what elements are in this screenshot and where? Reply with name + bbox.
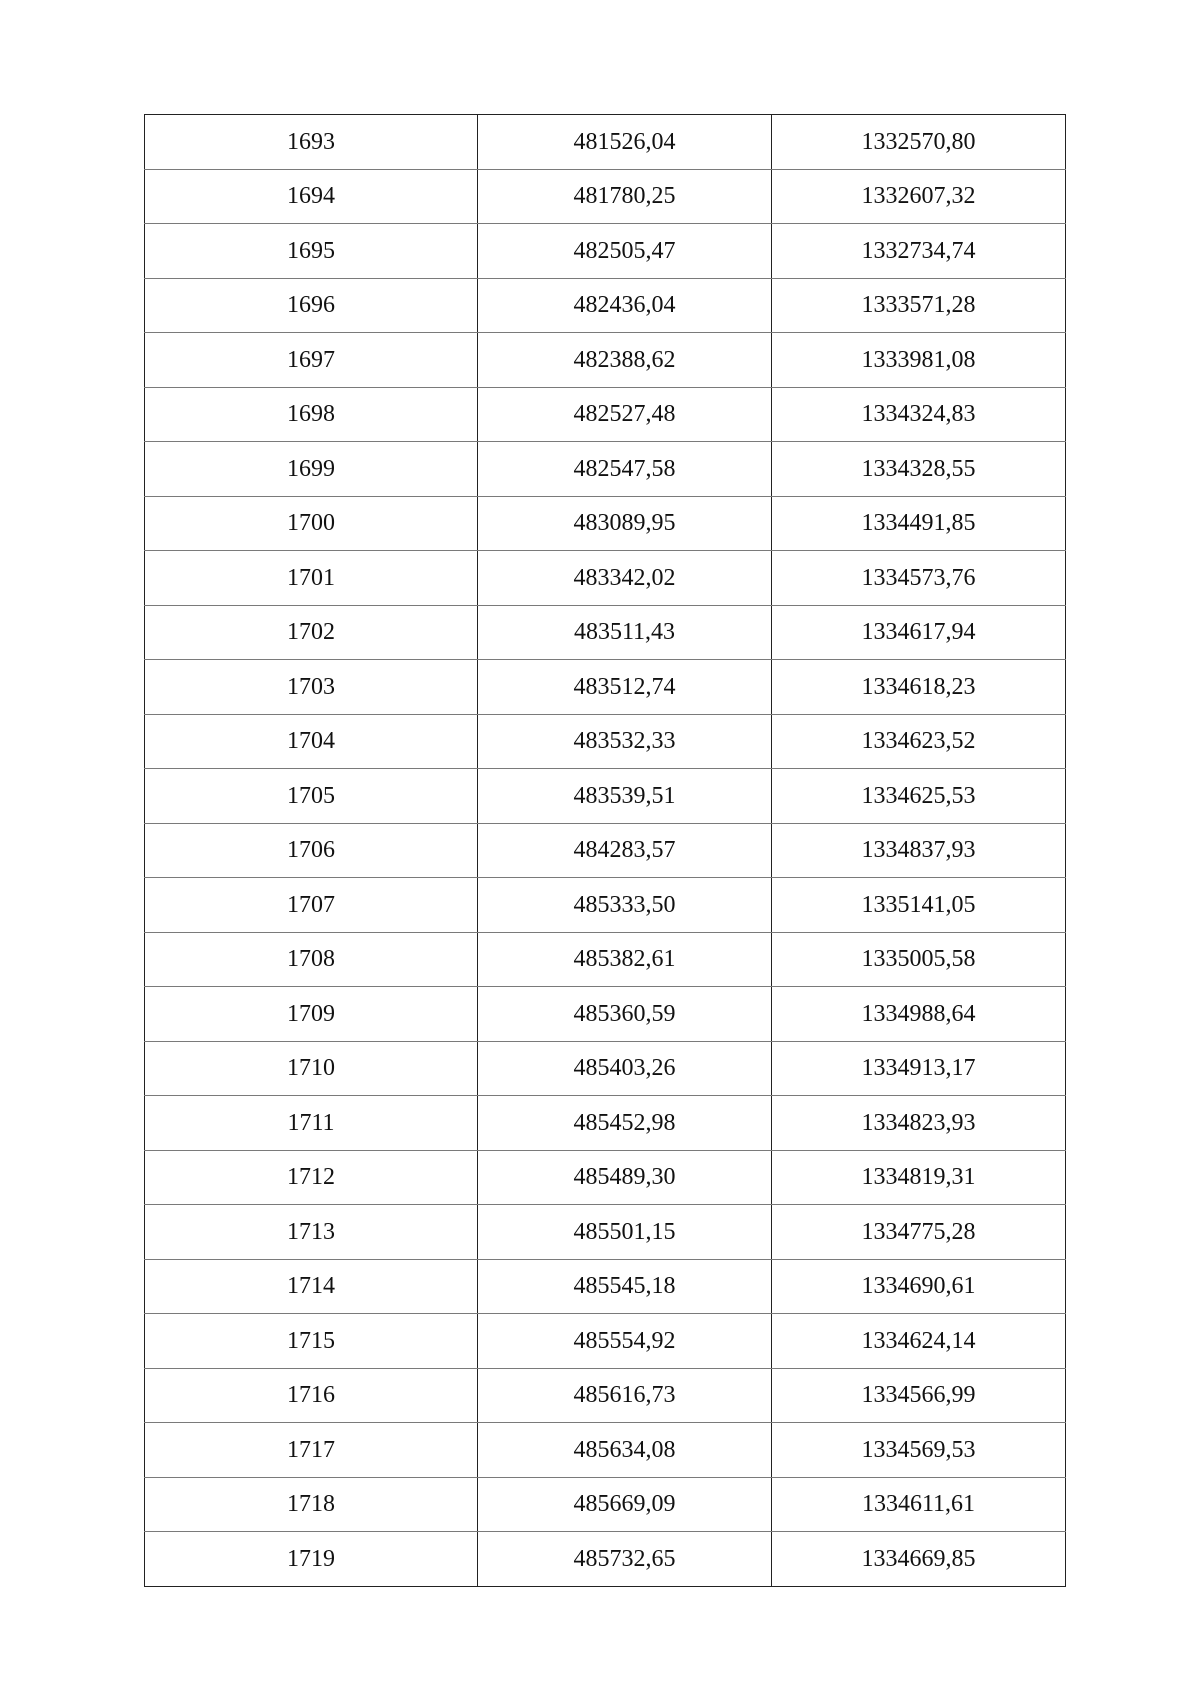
point-number-cell: 1705 <box>145 769 478 824</box>
table-row <box>145 1314 1066 1369</box>
table-row <box>145 878 1066 933</box>
table-row <box>145 387 1066 442</box>
point-number-cell: 1708 <box>145 932 478 987</box>
x-coordinate-cell: 485616,73 <box>478 1368 772 1423</box>
point-number-cell: 1703 <box>145 660 478 715</box>
point-number-cell: 1695 <box>145 224 478 279</box>
point-number-cell: 1698 <box>145 387 478 442</box>
y-coordinate-cell: 1333571,28 <box>772 278 1066 333</box>
point-number-cell: 1713 <box>145 1205 478 1260</box>
point-number-cell: 1719 <box>145 1532 478 1587</box>
y-coordinate-cell: 1334573,76 <box>772 551 1066 606</box>
x-coordinate-cell: 482547,58 <box>478 442 772 497</box>
table-row <box>145 551 1066 606</box>
x-coordinate-cell: 483342,02 <box>478 551 772 606</box>
point-number-cell: 1709 <box>145 987 478 1042</box>
coordinates-table <box>144 114 1066 1587</box>
table-row <box>145 1041 1066 1096</box>
x-coordinate-cell: 484283,57 <box>478 823 772 878</box>
table-row <box>145 660 1066 715</box>
x-coordinate-cell: 481526,04 <box>478 115 772 170</box>
point-number-cell: 1700 <box>145 496 478 551</box>
point-number-cell: 1701 <box>145 551 478 606</box>
coordinates-table-body <box>145 115 1066 1587</box>
table-row <box>145 605 1066 660</box>
y-coordinate-cell: 1334690,61 <box>772 1259 1066 1314</box>
x-coordinate-cell: 482505,47 <box>478 224 772 279</box>
y-coordinate-cell: 1334491,85 <box>772 496 1066 551</box>
y-coordinate-cell: 1333981,08 <box>772 333 1066 388</box>
y-coordinate-cell: 1334569,53 <box>772 1423 1066 1478</box>
point-number-cell: 1707 <box>145 878 478 933</box>
table-row <box>145 1423 1066 1478</box>
point-number-cell: 1693 <box>145 115 478 170</box>
table-row <box>145 442 1066 497</box>
y-coordinate-cell: 1334823,93 <box>772 1096 1066 1151</box>
point-number-cell: 1697 <box>145 333 478 388</box>
table-row <box>145 1150 1066 1205</box>
x-coordinate-cell: 485732,65 <box>478 1532 772 1587</box>
y-coordinate-cell: 1334617,94 <box>772 605 1066 660</box>
y-coordinate-cell: 1334624,14 <box>772 1314 1066 1369</box>
x-coordinate-cell: 485403,26 <box>478 1041 772 1096</box>
y-coordinate-cell: 1334913,17 <box>772 1041 1066 1096</box>
x-coordinate-cell: 483089,95 <box>478 496 772 551</box>
x-coordinate-cell: 485634,08 <box>478 1423 772 1478</box>
point-number-cell: 1716 <box>145 1368 478 1423</box>
y-coordinate-cell: 1334819,31 <box>772 1150 1066 1205</box>
y-coordinate-cell: 1334328,55 <box>772 442 1066 497</box>
table-row <box>145 1205 1066 1260</box>
table-row <box>145 169 1066 224</box>
table-row <box>145 333 1066 388</box>
table-row <box>145 769 1066 824</box>
table-row <box>145 1368 1066 1423</box>
x-coordinate-cell: 485452,98 <box>478 1096 772 1151</box>
point-number-cell: 1702 <box>145 605 478 660</box>
table-row <box>145 224 1066 279</box>
x-coordinate-cell: 485554,92 <box>478 1314 772 1369</box>
x-coordinate-cell: 485489,30 <box>478 1150 772 1205</box>
y-coordinate-cell: 1334623,52 <box>772 714 1066 769</box>
y-coordinate-cell: 1332734,74 <box>772 224 1066 279</box>
point-number-cell: 1704 <box>145 714 478 769</box>
y-coordinate-cell: 1332607,32 <box>772 169 1066 224</box>
y-coordinate-cell: 1335141,05 <box>772 878 1066 933</box>
table-row <box>145 1259 1066 1314</box>
point-number-cell: 1715 <box>145 1314 478 1369</box>
point-number-cell: 1696 <box>145 278 478 333</box>
y-coordinate-cell: 1334837,93 <box>772 823 1066 878</box>
point-number-cell: 1711 <box>145 1096 478 1151</box>
x-coordinate-cell: 483511,43 <box>478 605 772 660</box>
point-number-cell: 1710 <box>145 1041 478 1096</box>
y-coordinate-cell: 1334566,99 <box>772 1368 1066 1423</box>
x-coordinate-cell: 485382,61 <box>478 932 772 987</box>
point-number-cell: 1712 <box>145 1150 478 1205</box>
table-row <box>145 932 1066 987</box>
point-number-cell: 1694 <box>145 169 478 224</box>
y-coordinate-cell: 1334988,64 <box>772 987 1066 1042</box>
point-number-cell: 1714 <box>145 1259 478 1314</box>
x-coordinate-cell: 482527,48 <box>478 387 772 442</box>
table-row <box>145 823 1066 878</box>
x-coordinate-cell: 485501,15 <box>478 1205 772 1260</box>
y-coordinate-cell: 1334324,83 <box>772 387 1066 442</box>
x-coordinate-cell: 483539,51 <box>478 769 772 824</box>
table-row <box>145 987 1066 1042</box>
point-number-cell: 1699 <box>145 442 478 497</box>
x-coordinate-cell: 482388,62 <box>478 333 772 388</box>
x-coordinate-cell: 485333,50 <box>478 878 772 933</box>
x-coordinate-cell: 482436,04 <box>478 278 772 333</box>
table-row <box>145 115 1066 170</box>
y-coordinate-cell: 1334669,85 <box>772 1532 1066 1587</box>
x-coordinate-cell: 485545,18 <box>478 1259 772 1314</box>
table-row <box>145 1477 1066 1532</box>
table-row <box>145 1532 1066 1587</box>
table-row <box>145 278 1066 333</box>
x-coordinate-cell: 485669,09 <box>478 1477 772 1532</box>
table-row <box>145 714 1066 769</box>
y-coordinate-cell: 1334618,23 <box>772 660 1066 715</box>
x-coordinate-cell: 483512,74 <box>478 660 772 715</box>
x-coordinate-cell: 481780,25 <box>478 169 772 224</box>
x-coordinate-cell: 483532,33 <box>478 714 772 769</box>
x-coordinate-cell: 485360,59 <box>478 987 772 1042</box>
y-coordinate-cell: 1335005,58 <box>772 932 1066 987</box>
table-row <box>145 1096 1066 1151</box>
y-coordinate-cell: 1334775,28 <box>772 1205 1066 1260</box>
point-number-cell: 1718 <box>145 1477 478 1532</box>
point-number-cell: 1706 <box>145 823 478 878</box>
y-coordinate-cell: 1334611,61 <box>772 1477 1066 1532</box>
table-row <box>145 496 1066 551</box>
y-coordinate-cell: 1332570,80 <box>772 115 1066 170</box>
y-coordinate-cell: 1334625,53 <box>772 769 1066 824</box>
point-number-cell: 1717 <box>145 1423 478 1478</box>
